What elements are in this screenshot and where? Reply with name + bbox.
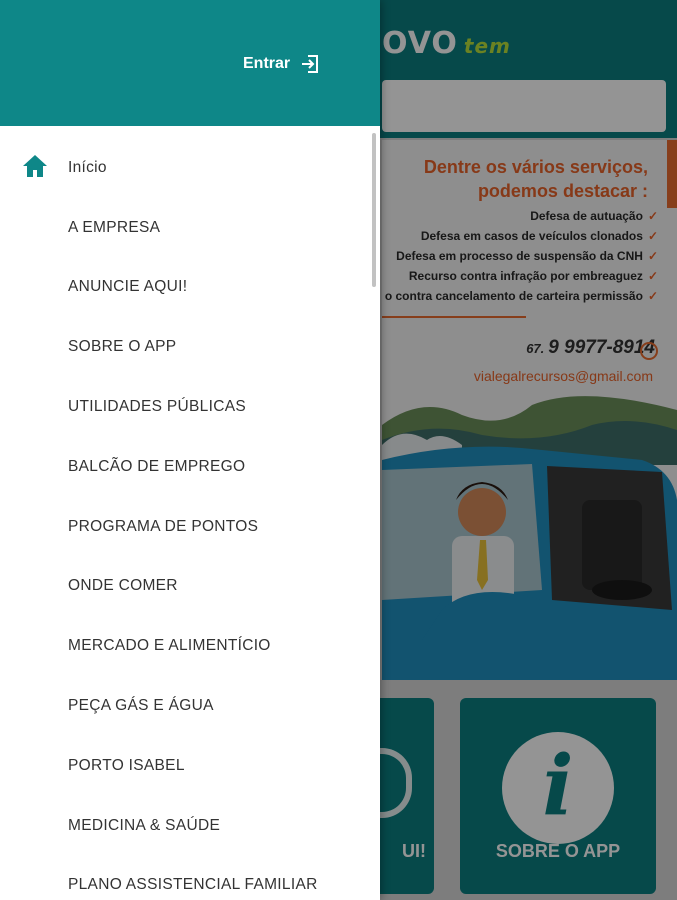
drawer-menu [0, 138, 380, 900]
menu-item-label: SOBRE O APP [68, 338, 177, 356]
menu-item-onde-comer[interactable] [0, 557, 380, 617]
menu-item-anuncie-aqui[interactable] [0, 258, 380, 318]
menu-item-label: PLANO ASSISTENCIAL FAMILIAR [68, 876, 318, 894]
home-icon [22, 154, 48, 178]
menu-item-peca-gas-e-agua[interactable] [0, 676, 380, 736]
check-icon: ✓ [647, 269, 658, 283]
email-address: vialegalrecursos@gmail.com [473, 368, 653, 384]
check-icon: ✓ [647, 249, 658, 263]
menu-item-a-empresa[interactable] [0, 198, 380, 258]
menu-item-inicio[interactable] [0, 138, 380, 198]
menu-item-label: ANUNCIE AQUI! [68, 278, 188, 296]
menu-item-label: BALCÃO DE EMPREGO [68, 457, 246, 475]
menu-item-label: PROGRAMA DE PONTOS [68, 517, 259, 535]
tile-label: SOBRE O APP [495, 841, 621, 861]
menu-item-plano-assistencial-familiar[interactable] [0, 856, 380, 900]
info-icon: i [502, 732, 614, 844]
menu-item-label: PEÇA GÁS E ÁGUA [68, 697, 214, 715]
menu-item-label: ONDE COMER [68, 577, 178, 595]
menu-item-label: PORTO ISABEL [68, 756, 185, 774]
menu-item-medicina-saude[interactable] [0, 796, 380, 856]
menu-item-label: A EMPRESA [68, 218, 161, 236]
menu-item-label: MERCADO E ALIMENTÍCIO [68, 637, 271, 655]
menu-item-utilidades-publicas[interactable] [0, 377, 380, 437]
phone-number: 67. 9 9977-8914 [526, 337, 655, 358]
menu-item-mercado-e-alimenticio[interactable] [0, 616, 380, 676]
login-label: Entrar [243, 55, 291, 72]
service-item: Defesa em casos de veículos clonados ✓ [420, 229, 658, 243]
check-icon: ✓ [647, 209, 658, 223]
menu-item-programa-de-pontos[interactable] [0, 497, 380, 557]
check-icon: ✓ [647, 229, 658, 243]
logo-suffix: tem [463, 34, 511, 58]
check-icon: ✓ [647, 289, 658, 303]
menu-item-label: MEDICINA & SAÚDE [68, 816, 221, 834]
banner-title-line1: Dentre os vários serviços, [423, 157, 648, 177]
login-button[interactable] [243, 50, 320, 78]
banner-title-line2: podemos destacar : [477, 181, 648, 201]
menu-item-label: Início [68, 158, 107, 176]
menu-item-label: UTILIDADES PÚBLICAS [68, 398, 246, 416]
menu-item-sobre-o-app[interactable] [0, 317, 380, 377]
menu-item-balcao-de-emprego[interactable] [0, 437, 380, 497]
menu-item-porto-isabel[interactable] [0, 736, 380, 796]
service-item: Defesa em processo de suspensão da CNH ✓ [396, 249, 658, 263]
service-item: Recurso contra infração por embreaguez ✓ [408, 269, 658, 283]
tile-label: UI! [402, 841, 426, 861]
service-item: o contra cancelamento de carteira permissão ✓ [384, 289, 658, 303]
drawer-header [0, 0, 380, 126]
logo-text: OVO [382, 26, 458, 61]
service-item: Defesa de autuação ✓ [530, 209, 658, 223]
login-icon [300, 54, 320, 74]
